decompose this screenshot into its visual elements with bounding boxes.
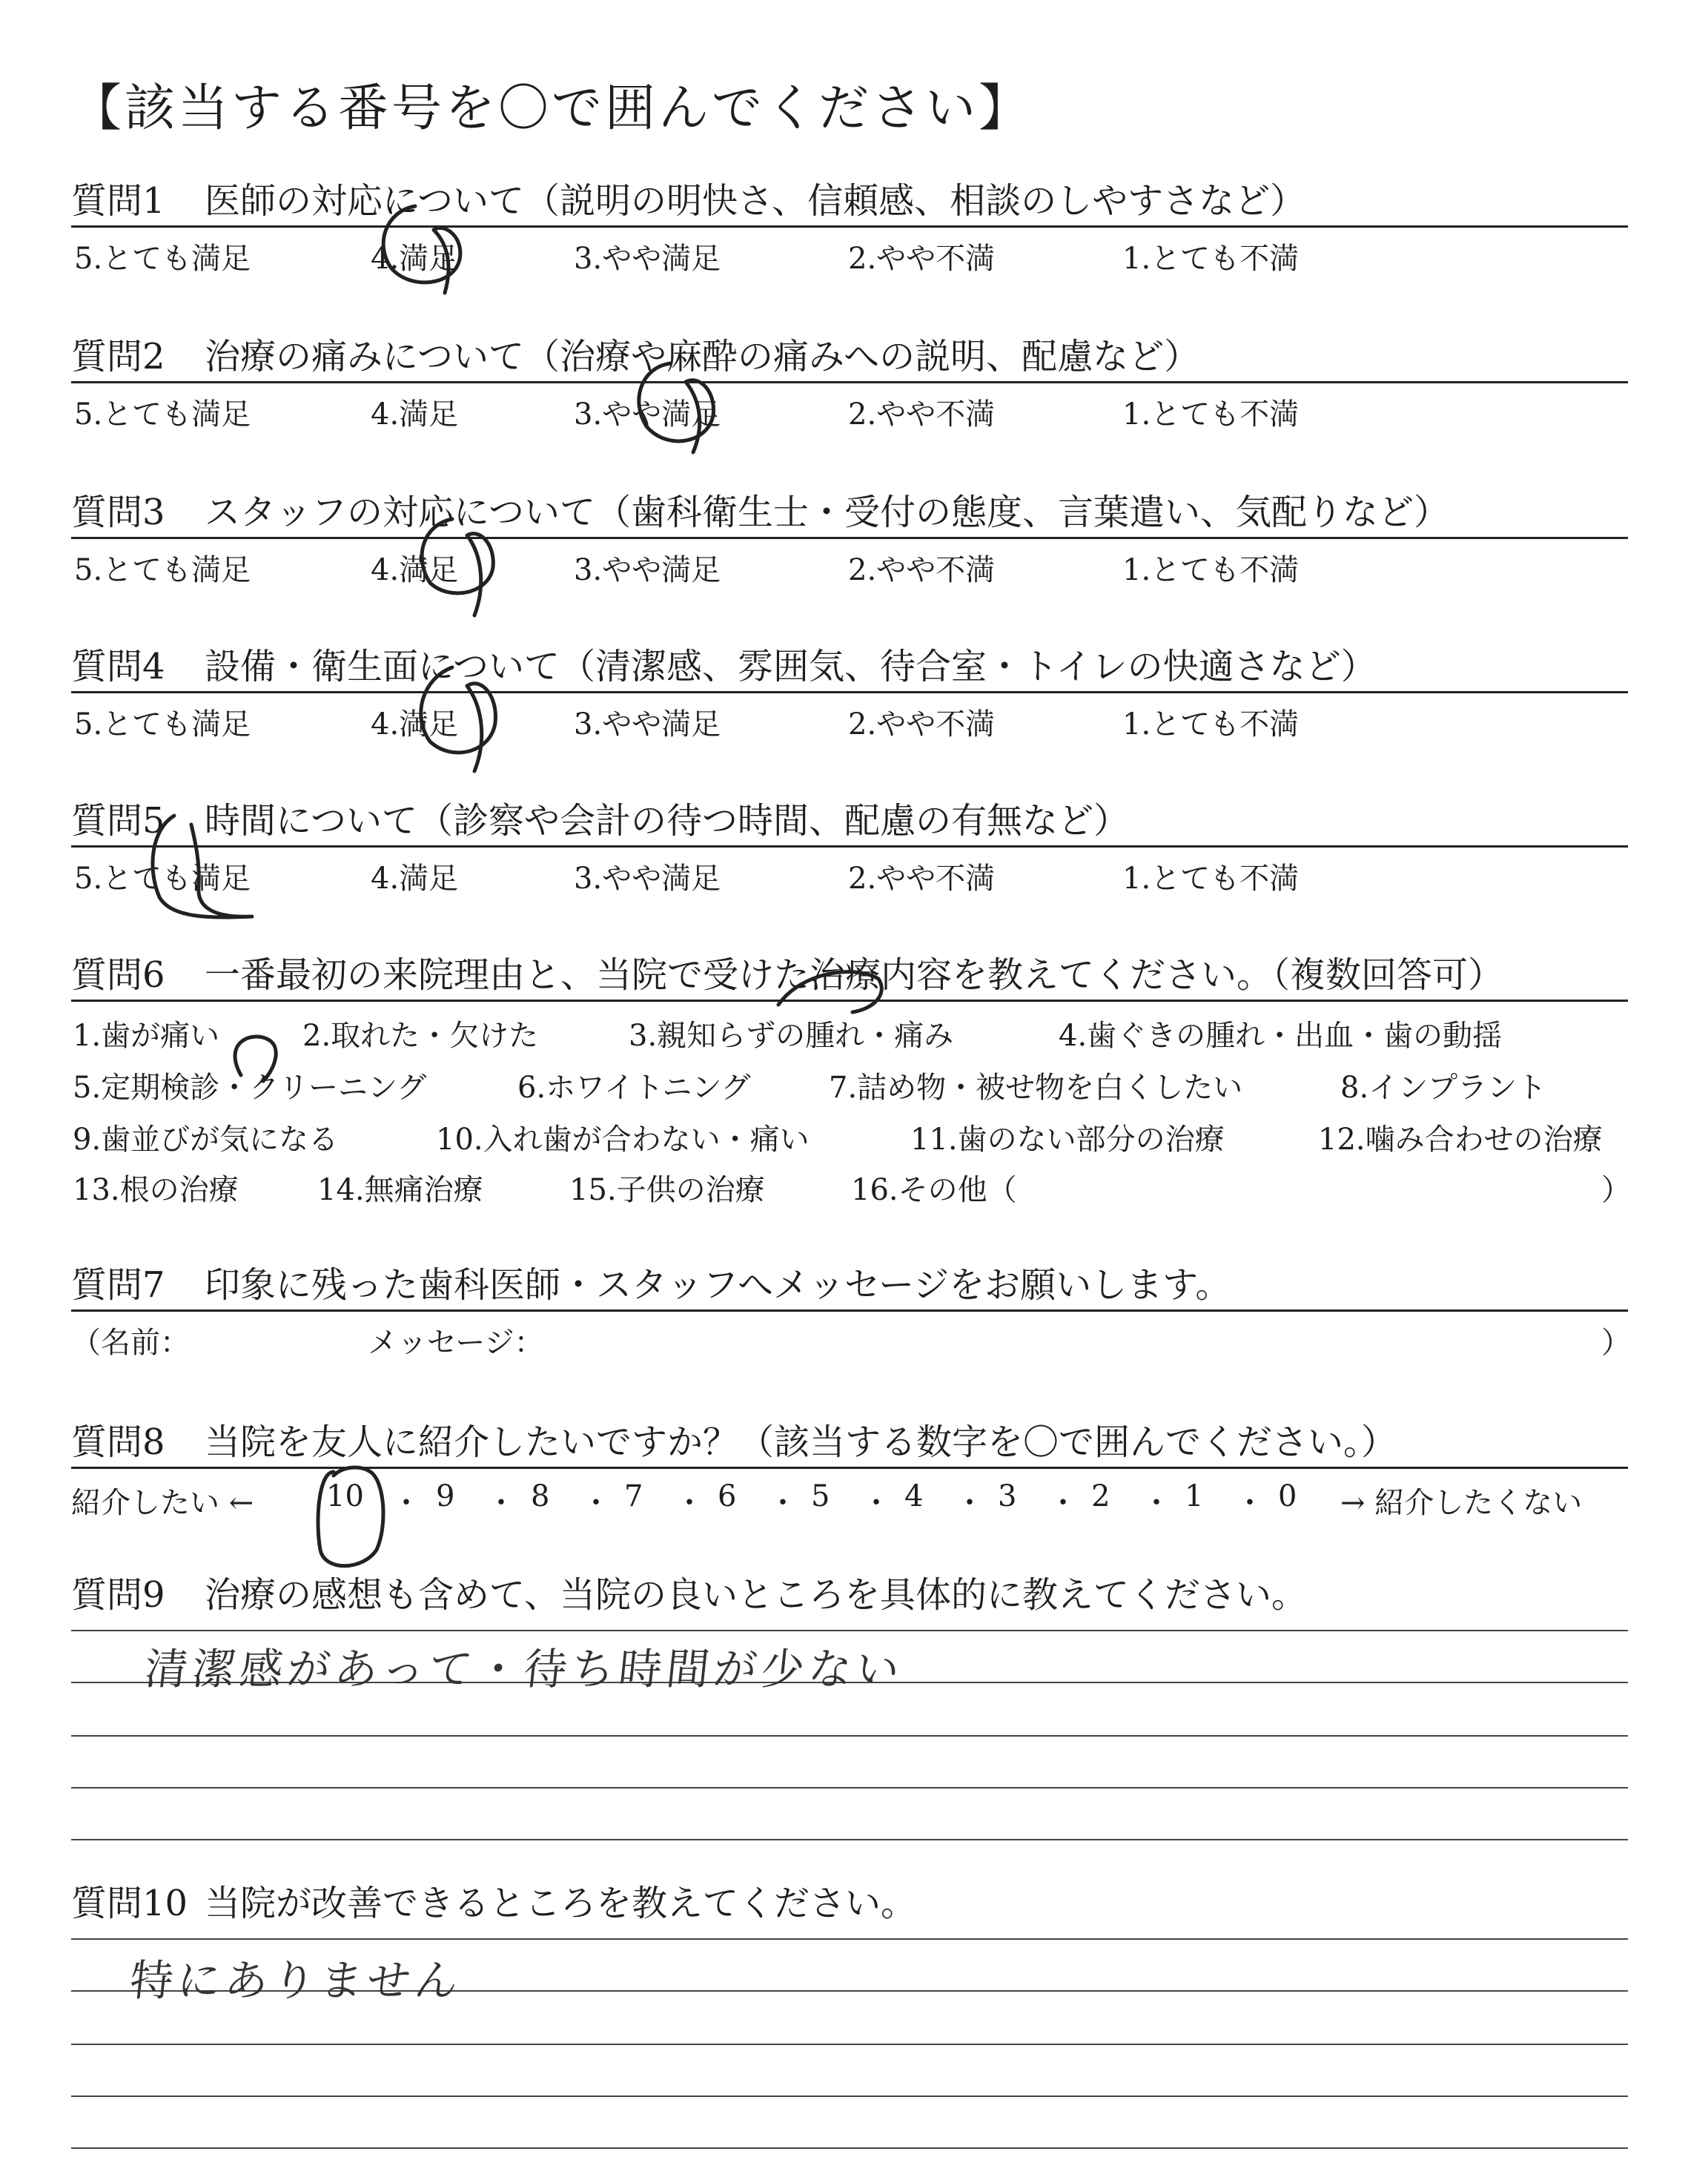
rating-options: [71, 693, 1628, 742]
question-number: 質問1: [71, 180, 165, 222]
reason-12[interactable]: 12.噛み合わせの治療: [1318, 1123, 1603, 1157]
rating-options: [71, 228, 1628, 274]
option-5[interactable]: 5.とても満足: [74, 397, 251, 432]
question-6: [71, 951, 1631, 1224]
page-title: 【該当する番号を〇で囲んでください】: [71, 79, 1033, 138]
answer-line: [71, 2044, 1628, 2045]
scale-separator: ・: [581, 1486, 611, 1520]
option-2[interactable]: 2.やや不満: [848, 862, 996, 896]
option-1[interactable]: 1.とても不満: [1122, 707, 1300, 742]
answer-line: [71, 2147, 1628, 2149]
option-1[interactable]: 1.とても不満: [1122, 397, 1300, 432]
question-text: 当院を友人に紹介したいですか？（該当する数字を〇で囲んでください。）: [205, 1421, 1397, 1463]
scale-left-label: 紹介したい ←: [71, 1486, 254, 1520]
answer-line: [71, 1938, 1628, 1940]
answer-line: [71, 1630, 1628, 1631]
question-10: [71, 1879, 1628, 1928]
scale-separator: ・: [955, 1486, 984, 1520]
reason-9[interactable]: 9.歯並びが気になる: [73, 1123, 339, 1157]
rating-options: [71, 539, 1628, 585]
scale-0[interactable]: 0: [1278, 1479, 1297, 1513]
answer-line: [71, 1735, 1628, 1737]
answer-line: [71, 2095, 1628, 2097]
message-label: メッセージ：: [368, 1326, 544, 1360]
scale-6[interactable]: 6: [718, 1479, 737, 1513]
question-text: 治療の感想も含めて、当院の良いところを具体的に教えてください。: [205, 1574, 1308, 1616]
question-text: 時間について（診察や会計の待つ時間、配慮の有無など）: [205, 800, 1130, 842]
question-4: [71, 642, 1628, 742]
reason-1[interactable]: 1.歯が痛い: [73, 1019, 220, 1053]
reason-16[interactable]: 16.その他（: [851, 1173, 1017, 1207]
question-8: [71, 1418, 1628, 1521]
scale-4[interactable]: 4: [904, 1479, 924, 1513]
option-3[interactable]: 3.やや満足: [574, 707, 721, 742]
reason-10[interactable]: 10.入れ歯が合わない・痛い: [436, 1123, 810, 1157]
question-number: 質問10: [71, 1883, 188, 1924]
scale-separator: ・: [768, 1486, 798, 1520]
name-label: （名前：: [71, 1326, 190, 1360]
scale-3[interactable]: 3: [998, 1479, 1017, 1513]
option-2[interactable]: 2.やや不満: [848, 553, 996, 587]
q10-handwritten-answer[interactable]: 特にありません: [127, 1955, 466, 2006]
question-number: 質問5: [71, 800, 165, 842]
scale-10[interactable]: 10: [326, 1479, 364, 1513]
question-number: 質問4: [71, 646, 165, 687]
option-5[interactable]: 5.とても満足: [74, 707, 251, 742]
reason-14[interactable]: 14.無痛治療: [317, 1173, 483, 1207]
message-close-paren: ）: [1601, 1326, 1631, 1360]
option-4[interactable]: 4.満足: [371, 397, 459, 432]
reason-4[interactable]: 4.歯ぐきの腫れ・出血・歯の動揺: [1059, 1019, 1503, 1053]
question-7: [71, 1261, 1631, 1360]
reason-11[interactable]: 11.歯のない部分の治療: [910, 1123, 1225, 1157]
question-text: 医師の対応について（説明の明快さ、信頼感、相談のしやすさなど）: [205, 180, 1306, 222]
question-text: 設備・衛生面について（清潔感、雰囲気、待合室・トイレの快適さなど）: [205, 646, 1377, 687]
option-1[interactable]: 1.とても不満: [1122, 553, 1300, 587]
other-close-paren: ）: [1601, 1173, 1631, 1207]
scale-separator: ・: [391, 1486, 421, 1520]
reason-15[interactable]: 15.子供の治療: [569, 1173, 765, 1207]
q9-handwritten-answer[interactable]: 清潔感があって・待ち時間が少ない: [142, 1644, 907, 1694]
scale-separator: ・: [861, 1486, 891, 1520]
option-5[interactable]: 5.とても満足: [74, 862, 251, 896]
reason-2[interactable]: 2.取れた・欠けた: [302, 1019, 539, 1053]
option-2[interactable]: 2.やや不満: [848, 397, 996, 432]
question-text: スタッフの対応について（歯科衛生士・受付の態度、言葉遣い、気配りなど）: [205, 492, 1450, 533]
reason-3[interactable]: 3.親知らずの腫れ・痛み: [629, 1019, 954, 1053]
message-fields: [71, 1312, 1631, 1360]
reason-7[interactable]: 7.詰め物・被せ物を白くしたい: [829, 1071, 1243, 1105]
scale-separator: ・: [1235, 1486, 1265, 1520]
question-text: 印象に残った歯科医師・スタッフへメッセージをお願いします。: [205, 1264, 1231, 1306]
option-1[interactable]: 1.とても不満: [1122, 242, 1300, 276]
scale-separator: ・: [675, 1486, 704, 1520]
option-2[interactable]: 2.やや不満: [848, 707, 996, 742]
rating-options: [71, 383, 1628, 432]
option-3[interactable]: 3.やや満足: [574, 397, 721, 432]
reason-5[interactable]: 5.定期検診・クリーニング: [73, 1071, 427, 1105]
option-5[interactable]: 5.とても満足: [74, 242, 251, 276]
question-1: [71, 176, 1628, 274]
scale-5[interactable]: 5: [811, 1479, 830, 1513]
recommend-scale: [71, 1469, 1628, 1521]
reason-options: [71, 1002, 1631, 1224]
answer-line: [71, 1839, 1628, 1840]
question-number: 質問7: [71, 1264, 165, 1306]
question-number: 質問2: [71, 336, 165, 377]
scale-2[interactable]: 2: [1091, 1479, 1110, 1513]
question-9: [71, 1571, 1628, 1619]
question-3: [71, 488, 1628, 585]
scale-7[interactable]: 7: [624, 1479, 643, 1513]
question-number: 質問9: [71, 1574, 165, 1616]
answer-line: [71, 1787, 1628, 1789]
option-1[interactable]: 1.とても不満: [1122, 862, 1300, 896]
scale-1[interactable]: 1: [1185, 1479, 1204, 1513]
question-text: 治療の痛みについて（治療や麻酔の痛みへの説明、配慮など）: [205, 336, 1200, 377]
option-3[interactable]: 3.やや満足: [574, 862, 721, 896]
scale-separator: ・: [1142, 1486, 1171, 1520]
scale-right-label: → 紹介したくない: [1340, 1486, 1583, 1520]
question-text: 一番最初の来院理由と、当院で受けた治療内容を教えてください。（複数回答可）: [205, 954, 1504, 996]
question-text: 当院が改善できるところを教えてください。: [205, 1883, 917, 1924]
option-3[interactable]: 3.やや満足: [574, 242, 721, 276]
option-4[interactable]: 4.満足: [371, 707, 459, 742]
reason-8[interactable]: 8.インプラント: [1340, 1071, 1547, 1105]
scale-separator: ・: [486, 1486, 516, 1520]
scale-8[interactable]: 8: [531, 1479, 550, 1513]
option-2[interactable]: 2.やや不満: [848, 242, 996, 276]
question-number: 質問3: [71, 492, 165, 533]
question-2: [71, 332, 1628, 432]
reason-6[interactable]: 6.ホワイトニング: [517, 1071, 751, 1105]
reason-13[interactable]: 13.根の治療: [73, 1173, 239, 1207]
option-5[interactable]: 5.とても満足: [74, 553, 251, 587]
question-number: 質問8: [71, 1421, 165, 1463]
option-4[interactable]: 4.満足: [371, 553, 459, 587]
scale-separator: ・: [1048, 1486, 1078, 1520]
rating-options: [71, 848, 1628, 894]
scale-9[interactable]: 9: [436, 1479, 455, 1513]
option-4[interactable]: 4.満足: [371, 862, 459, 896]
question-5: [71, 796, 1628, 894]
option-3[interactable]: 3.やや満足: [574, 553, 721, 587]
question-number: 質問6: [71, 954, 165, 996]
option-4[interactable]: 4.満足: [371, 242, 459, 276]
